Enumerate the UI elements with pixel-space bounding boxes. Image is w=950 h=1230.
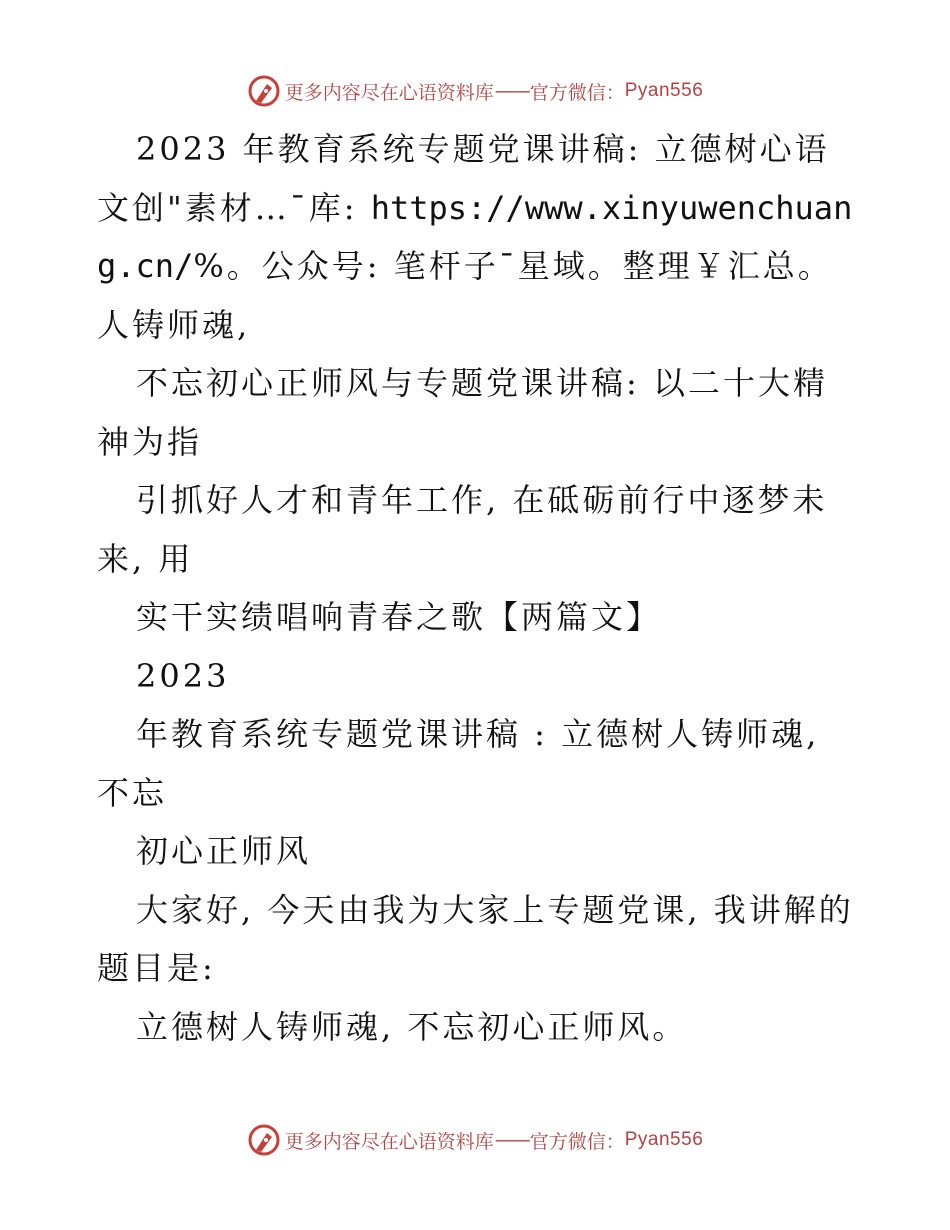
watermark-label: 官方微信： <box>529 1130 625 1153</box>
paragraph: 初心正师风 <box>136 832 312 870</box>
paragraph-prefix: 2023 年教育系统专题党课讲稿: 立德树心语文创"素材…¯库: <box>97 130 830 227</box>
pen-nib-logo-icon <box>247 74 281 108</box>
pen-nib-logo-icon <box>247 1123 281 1157</box>
paragraph: 引抓好人才和青年工作, 在砥砺前行中逐梦未来, 用 <box>97 481 828 578</box>
watermark-text: 更多内容尽在心语资料库 <box>284 1130 494 1153</box>
header-watermark <box>0 73 950 109</box>
watermark-separator: —— <box>494 80 529 102</box>
watermark-text: 更多内容尽在心语资料库 <box>284 81 494 104</box>
watermark-separator: —— <box>494 1129 529 1151</box>
footer-watermark <box>0 1122 950 1158</box>
paragraph-title-info <box>97 120 857 354</box>
paragraph: 大家好, 今天由我为大家上专题党课, 我讲解的题目是: <box>97 890 854 987</box>
paragraph: 年教育系统专题党课讲稿 : 立德树人铸师魂, 不忘 <box>97 715 820 812</box>
source-url-link[interactable]: https://www.xinyuwenchuang.cn/ <box>97 188 853 285</box>
paragraph: 立德树人铸师魂, 不忘初心正师风。 <box>136 1007 688 1046</box>
watermark-wechat-id: Pyan556 <box>624 1129 704 1150</box>
watermark-label: 官方微信： <box>529 81 625 104</box>
paragraph-suffix: %。公众号: 笔杆子¯星域。整理￥汇总。人铸师魂, <box>97 247 833 344</box>
paragraph: 2023 <box>136 656 230 695</box>
paragraph: 不忘初心正师风与专题党课讲稿: 以二十大精神为指 <box>97 364 828 461</box>
paragraph: 实干实绩唱响青春之歌【两篇文】 <box>136 598 662 636</box>
document-body <box>97 120 857 1056</box>
watermark-wechat-id: Pyan556 <box>624 80 704 101</box>
